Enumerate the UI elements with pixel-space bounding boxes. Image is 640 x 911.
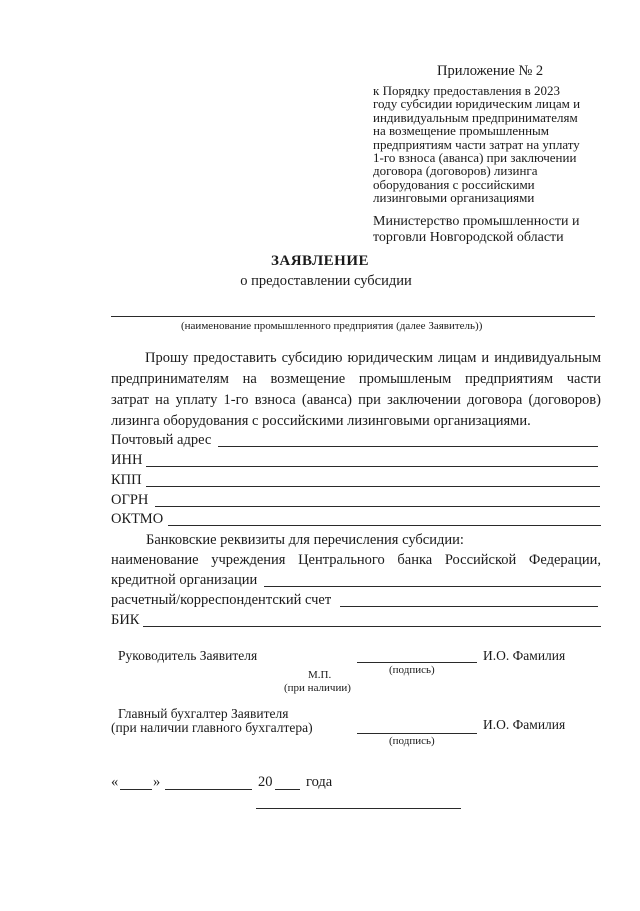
bank-institution-label: наименование учреждения Центрального банка Российской Федерации, <box>111 552 601 568</box>
head-label: Руководитель Заявителя <box>118 648 258 663</box>
accountant-name: И.О. Фамилия <box>483 717 566 732</box>
appendix-line: индивидуальным предпринимателям <box>373 109 578 125</box>
date-month-field[interactable] <box>165 789 252 790</box>
appendix-line: предприятиям части затрат на уплату <box>373 136 580 152</box>
credit-org-label: кредитной организации <box>111 572 258 588</box>
request-line: предпринимателям на возмещение промышленым предприятиям части <box>111 371 601 387</box>
kpp-label: КПП <box>111 472 142 488</box>
credit-org-field[interactable] <box>264 586 601 587</box>
stamp-label: М.П. <box>308 669 332 681</box>
head-signature-caption: (подпись) <box>389 664 435 676</box>
ogrn-field[interactable] <box>155 506 600 507</box>
applicant-name-caption: (наименование промышленного предприятия (далее Заявитель)) <box>181 320 483 332</box>
date-year-word: года <box>306 774 333 790</box>
date-year-prefix: 20 <box>258 774 273 790</box>
addressee-ministry <box>373 214 579 246</box>
oktmo-label: ОКТМО <box>111 511 164 527</box>
appendix-line: году субсидии юридическим лицам и <box>373 96 581 112</box>
request-line: лизинга оборудования с российскими лизинговыми организациями. <box>111 413 531 429</box>
appendix-line: на возмещение промышленным <box>373 123 550 139</box>
appendix-line: лизинговыми организациями <box>373 190 535 206</box>
postal-address-label: Почтовый адрес <box>111 432 212 448</box>
request-paragraph <box>111 348 601 432</box>
accountant-note: (при наличии главного бухгалтера) <box>111 720 313 735</box>
date-close-quote: » <box>153 774 161 790</box>
ogrn-label: ОГРН <box>111 492 149 508</box>
inn-label: ИНН <box>111 452 143 468</box>
appendix-line: к Порядку предоставления в 2023 <box>373 83 561 98</box>
stamp-note: (при наличии) <box>284 682 351 694</box>
request-line: Прошу предоставить субсидию юридическим лицам и индивидуальным <box>145 350 601 366</box>
accountant-signature-caption: (подпись) <box>389 735 435 747</box>
postal-address-field[interactable] <box>218 446 598 447</box>
appendix-line: договора (договоров) лизинга <box>373 163 538 179</box>
bik-label: БИК <box>111 612 140 628</box>
applicant-name-field[interactable] <box>111 316 595 317</box>
date-day-field[interactable] <box>120 789 152 790</box>
bottom-blank-line[interactable] <box>256 808 461 809</box>
oktmo-field[interactable] <box>168 525 601 526</box>
document-subtitle: о предоставлении субсидии <box>240 273 412 289</box>
kpp-field[interactable] <box>146 486 600 487</box>
appendix-title: Приложение № 2 <box>437 63 544 79</box>
request-line: затрат на уплату 1-го взноса (аванса) при заключении договора (договоров) <box>111 392 601 408</box>
ministry-line: торговли Новгородской области <box>373 230 564 245</box>
bank-requisites-header: Банковские реквизиты для перечисления субсидии: <box>146 532 464 548</box>
head-signature-field[interactable] <box>357 662 477 663</box>
date-open-quote: « <box>111 774 119 790</box>
head-name: И.О. Фамилия <box>483 648 566 663</box>
bik-field[interactable] <box>143 626 601 627</box>
accountant-signature-field[interactable] <box>357 733 477 734</box>
account-field[interactable] <box>340 606 598 607</box>
account-label: расчетный/корреспондентский счет <box>111 592 332 608</box>
appendix-reference <box>373 84 580 205</box>
document-title: ЗАЯВЛЕНИЕ <box>270 253 370 269</box>
inn-field[interactable] <box>146 466 598 467</box>
date-year-field[interactable] <box>275 789 300 790</box>
appendix-line: оборудования с российскими <box>373 176 535 192</box>
accountant-label: Главный бухгалтер Заявителя <box>118 706 289 721</box>
ministry-line: Министерство промышленности и <box>373 214 580 229</box>
appendix-line: 1-го взноса (аванса) при заключении <box>373 150 577 166</box>
